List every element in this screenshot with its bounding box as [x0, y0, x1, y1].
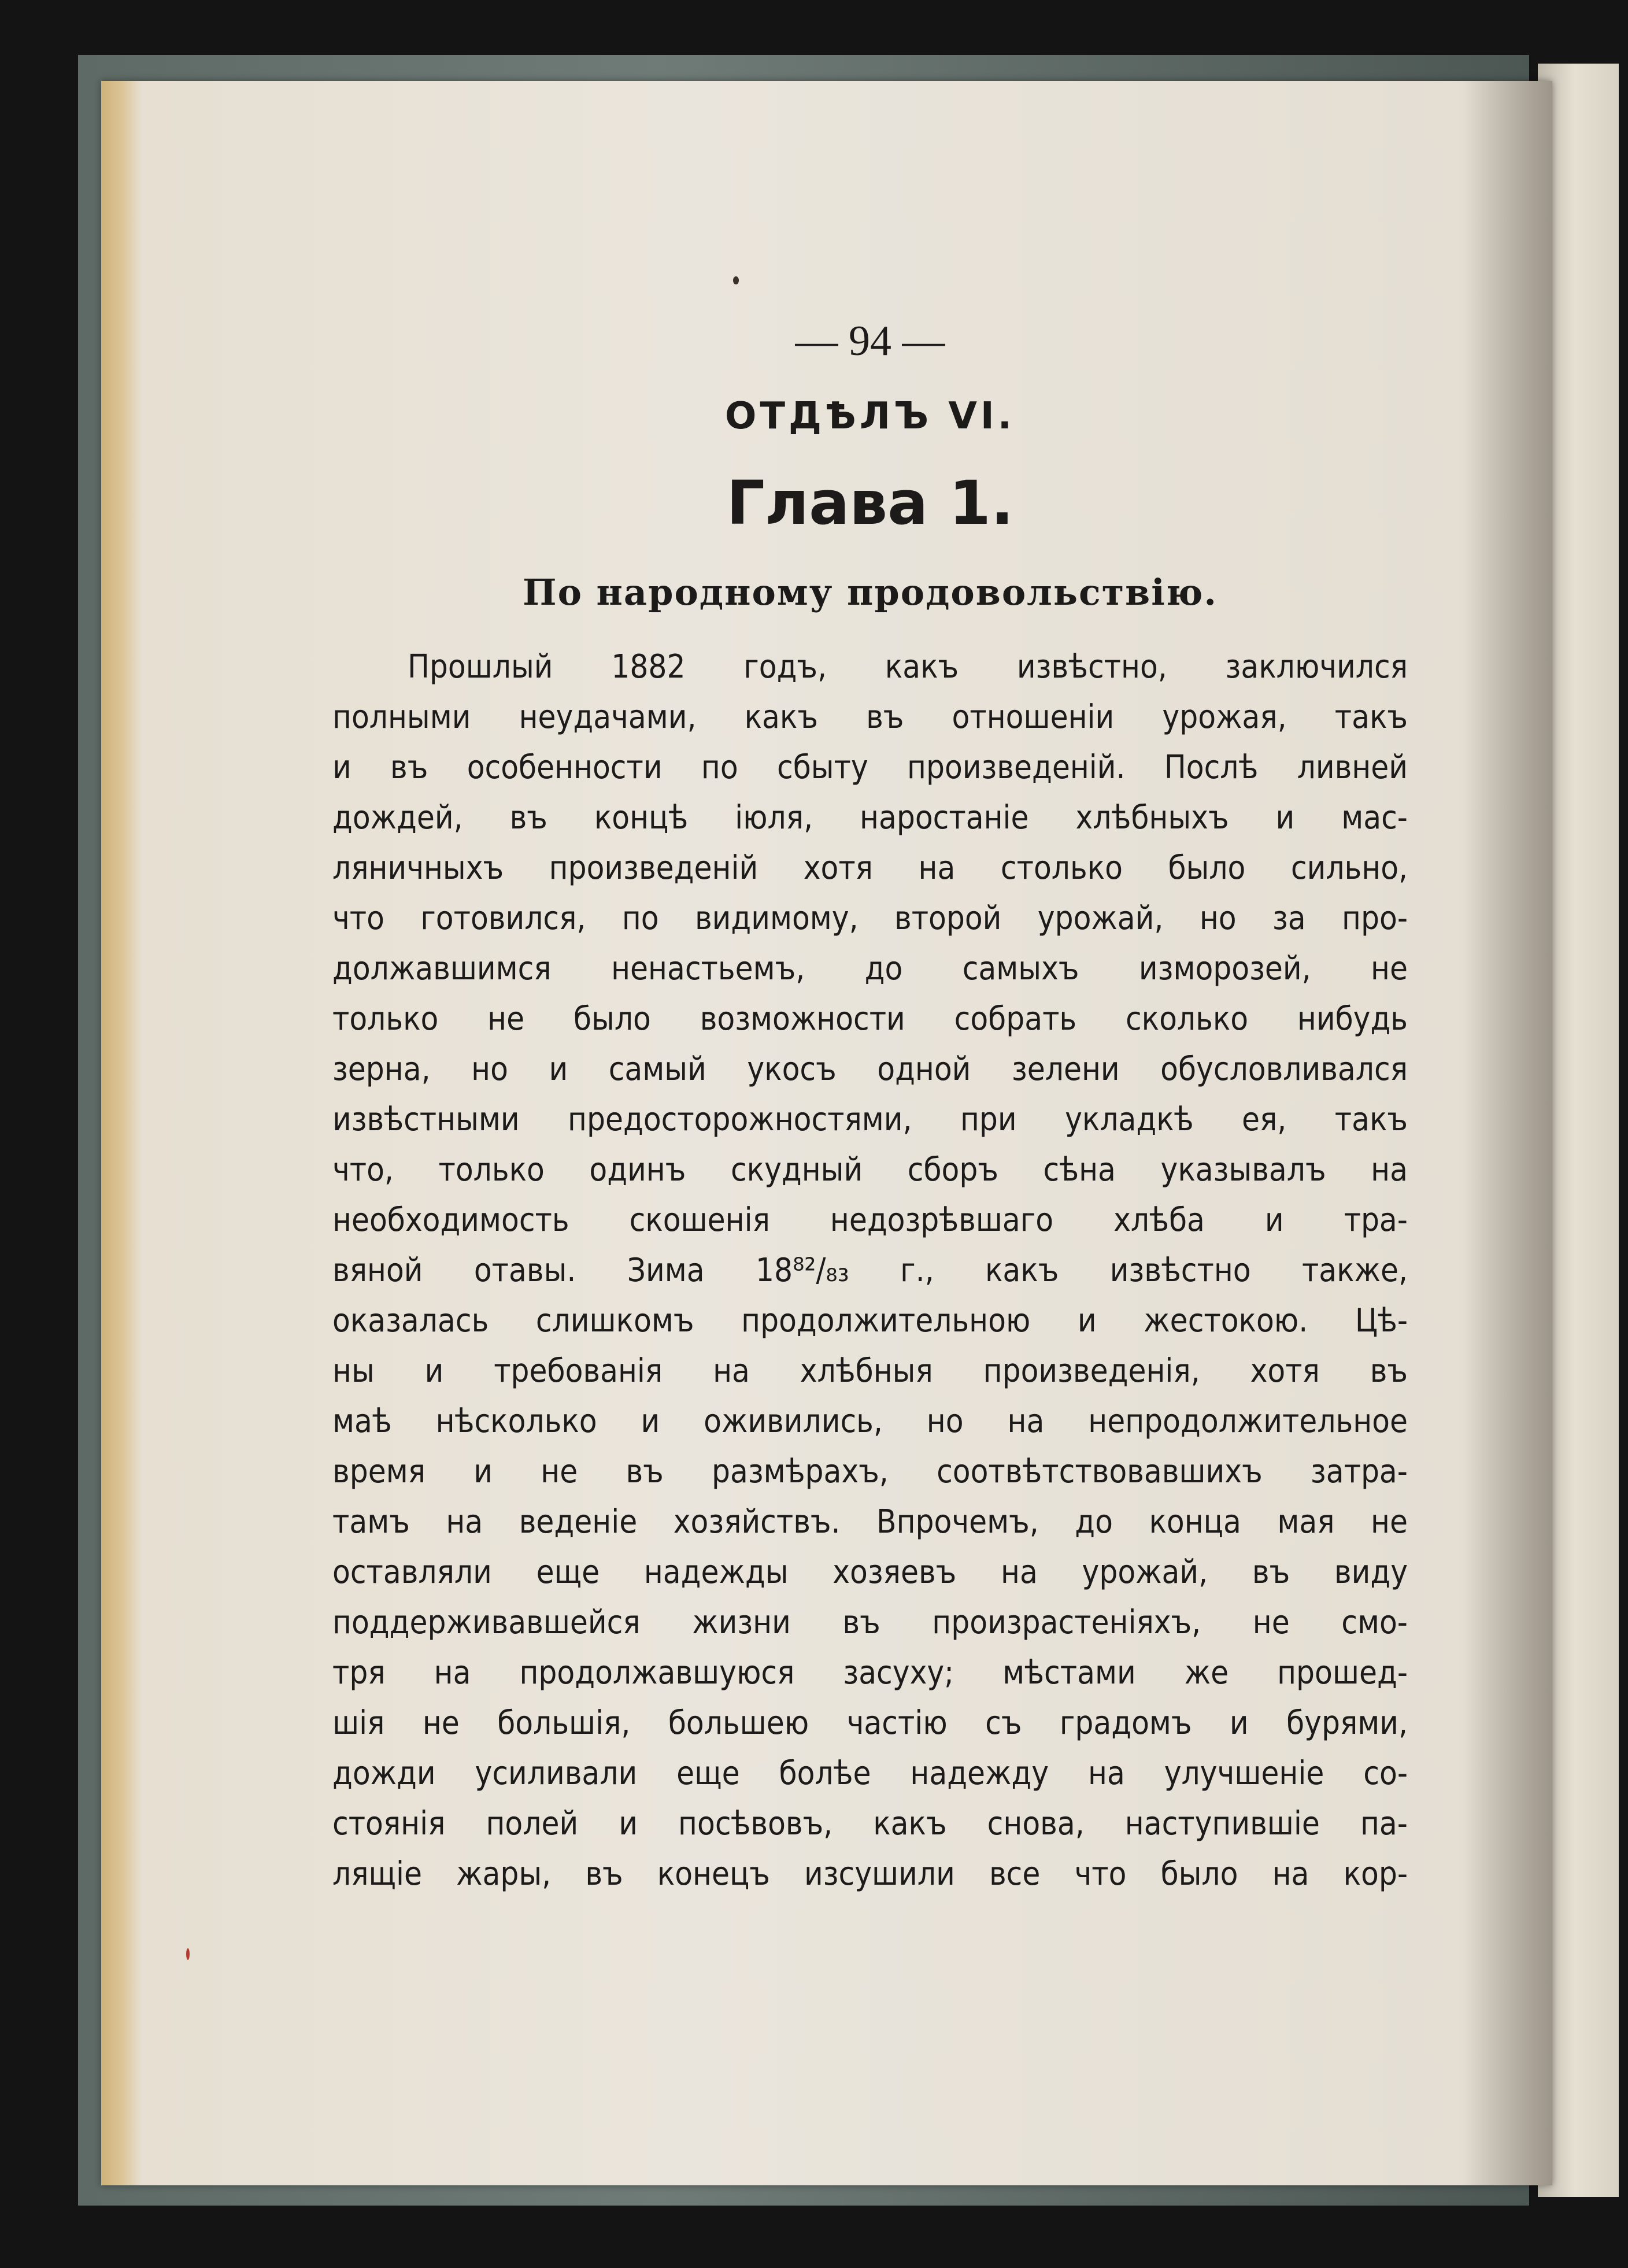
text-line: извѣстными предосторожностями, при укладкѣ ея, такъ: [332, 1101, 1408, 1138]
text-line: вяной отавы. Зима 18⁸²/₈₃ г., какъ извѣстно также,: [332, 1252, 1408, 1289]
text-line: дождей, въ концѣ іюля, наростаніе хлѣбныхъ и мас-: [332, 799, 1408, 837]
text-line: только не было возможности собрать сколько нибудь: [332, 1000, 1408, 1038]
page-text: [332, 312, 1408, 1899]
text-line: дожди усиливали еще болѣе надежду на улучшеніе со-: [332, 1755, 1408, 1792]
text-line: ляничныхъ произведеній хотя на столько было сильно,: [332, 849, 1408, 887]
text-line: ны и требованія на хлѣбныя произведенія, хотя въ: [332, 1352, 1408, 1390]
text-line: зерна, но и самый укосъ одной зелени обусловливался: [332, 1050, 1408, 1088]
text-line: оставляли еще надежды хозяевъ на урожай, въ виду: [332, 1553, 1408, 1591]
text-line: тамъ на веденіе хозяйствъ. Впрочемъ, до конца мая не: [332, 1503, 1408, 1541]
text-line: оказалась слишкомъ продолжительною и жестокою. Цѣ-: [332, 1302, 1408, 1340]
text-line: время и не въ размѣрахъ, соотвѣтствовавшихъ затра-: [332, 1453, 1408, 1490]
ink-speck: [733, 276, 739, 284]
ink-speck: [186, 1948, 190, 1960]
text-line: шія не большія, большею частію съ градомъ и бурями,: [332, 1704, 1408, 1742]
text-line: стоянія полей и посѣвовъ, какъ снова, наступившіе па-: [332, 1805, 1408, 1842]
text-line: лящіе жары, въ конецъ изсушили все что было на кор-: [332, 1855, 1408, 1893]
text-line: полными неудачами, какъ въ отношеніи урожая, такъ: [332, 698, 1408, 736]
page-number: — 94 —: [795, 317, 945, 365]
text-line: должавшимся ненастьемъ, до самыхъ изморозей, не: [332, 950, 1408, 987]
text-line: что готовился, по видимому, второй урожай, но за про-: [332, 900, 1408, 937]
subject-heading: По народному продовольствію.: [523, 571, 1218, 613]
text-line: тря на продолжавшуюся засуху; мѣстами же прошед-: [332, 1654, 1408, 1692]
gutter-shadow: [1460, 81, 1552, 2185]
text-line: и въ особенности по сбыту произведеній. Послѣ ливней: [332, 749, 1408, 786]
body-paragraph: [332, 642, 1408, 1899]
text-line: Прошлый 1882 годъ, какъ извѣстно, заключился: [408, 648, 1408, 686]
chapter-heading: Глава 1.: [726, 468, 1014, 538]
text-line: поддерживавшейся жизни въ произрастеніяхъ, не смо-: [332, 1604, 1408, 1641]
section-heading: ОТДѢЛЪ VI.: [724, 395, 1016, 438]
text-line: необходимость скошенія недозрѣвшаго хлѣба и тра-: [332, 1201, 1408, 1239]
text-line: что, только одинъ скудный сборъ сѣна указывалъ на: [332, 1151, 1408, 1189]
text-line: маѣ нѣсколько и оживились, но на непродолжительное: [332, 1403, 1408, 1440]
